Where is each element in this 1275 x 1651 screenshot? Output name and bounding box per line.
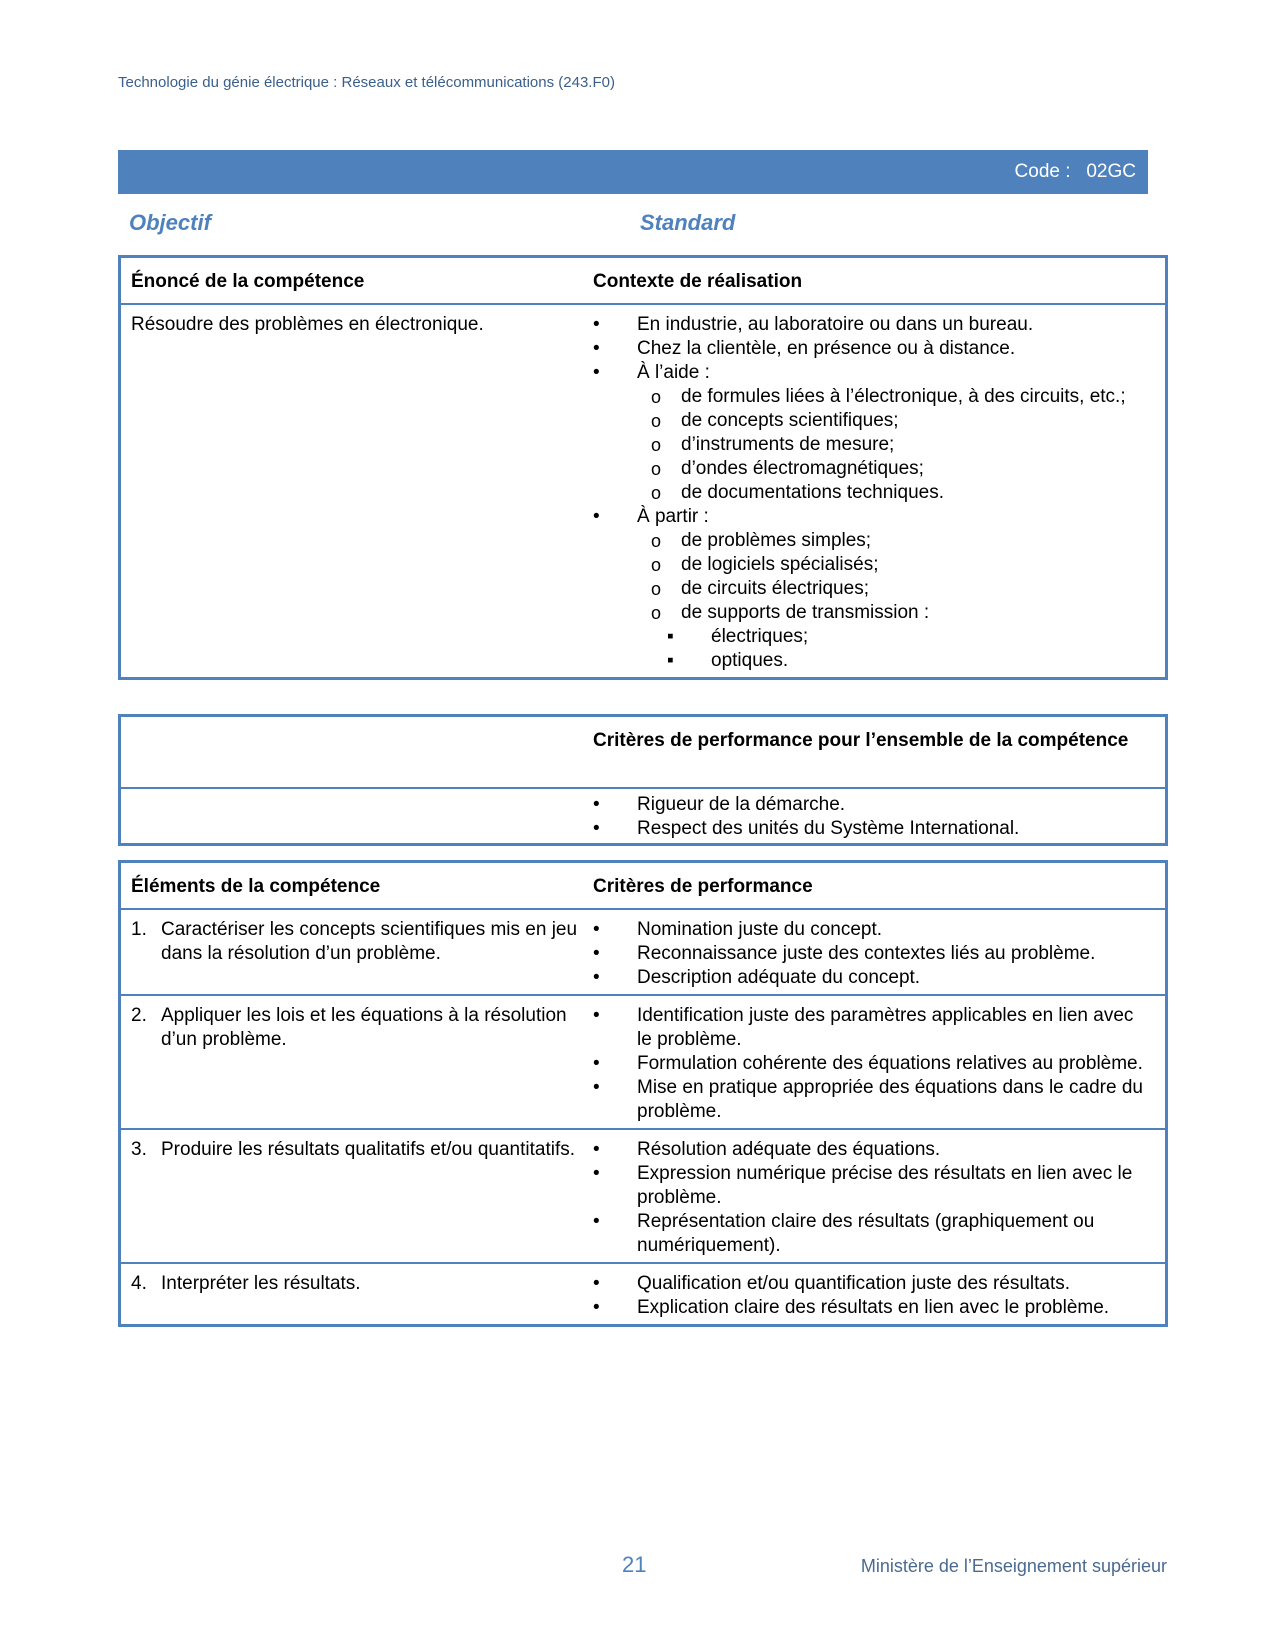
- element-text: Caractériser les concepts scientifiques mis en jeu dans la résolution d’un problème.: [161, 919, 578, 964]
- partir-item: o de logiciels spécialisés;: [651, 553, 1151, 577]
- partir-item: o de problèmes simples;: [651, 529, 1151, 553]
- global-criteria-item: • Respect des unités du Système International.: [593, 817, 1151, 841]
- criterion-item: • Explication claire des résultats en lien avec le problème.: [593, 1296, 1151, 1320]
- code-value: 02GC: [1086, 161, 1136, 182]
- element-text: Interpréter les résultats.: [161, 1273, 361, 1294]
- element-number: 3.: [131, 1139, 147, 1160]
- aide-item: o d’instruments de mesure;: [651, 433, 1151, 457]
- table3-header-row: [121, 863, 1165, 908]
- global-criteria-table: [118, 714, 1168, 846]
- table1-body-row: [121, 303, 1165, 677]
- element-text: Produire les résultats qualitatifs et/ou quantitatifs.: [161, 1139, 576, 1160]
- contexte-item: • À partir : o de problèmes simples; o de logiciels spécialisés; o de circuits électriques; o de supports de transmission : ▪ électriques; ▪ optiques.: [593, 505, 1151, 673]
- criterion-item: • Qualification et/ou quantification juste des résultats.: [593, 1272, 1151, 1296]
- table2-body-row: [121, 787, 1165, 843]
- criteria-header: Critères de performance: [593, 876, 813, 897]
- code-label: Code :: [1014, 161, 1071, 182]
- standard-label: Standard: [640, 210, 736, 235]
- competence-context-table: [118, 255, 1168, 680]
- aide-item: o de documentations techniques.: [651, 481, 1151, 505]
- global-criteria-header: Critères de performance pour l’ensemble de la compétence: [593, 730, 1129, 751]
- table2-header-row: [121, 717, 1165, 787]
- contexte-item: • Chez la clientèle, en présence ou à distance.: [593, 337, 1151, 361]
- partir-item: o de supports de transmission : ▪ électriques; ▪ optiques.: [651, 601, 1151, 673]
- support-item: ▪ électriques;: [667, 625, 1151, 649]
- enonce-text: Résoudre des problèmes en électronique.: [131, 314, 484, 335]
- criterion-item: • Nomination juste du concept.: [593, 918, 1151, 942]
- element-cell: [121, 1004, 593, 1124]
- support-item: ▪ optiques.: [667, 649, 1151, 673]
- enonce-header: Énoncé de la compétence: [131, 271, 365, 292]
- criterion-item: • Mise en pratique appropriée des équations dans le cadre du problème.: [593, 1076, 1151, 1124]
- element-row: [121, 908, 1165, 994]
- table1-header-row: [121, 258, 1165, 303]
- contexte-item: • À l’aide : o de formules liées à l’électronique, à des circuits, etc.; o de concepts scientifiques; o d’instruments de mesure; o d’ondes électromagnétiques; o de documentations techniques.: [593, 361, 1151, 505]
- contexte-header: Contexte de réalisation: [593, 271, 803, 292]
- objectif-label: Objectif: [129, 210, 211, 235]
- criterion-item: • Résolution adéquate des équations.: [593, 1138, 1151, 1162]
- criterion-item: • Représentation claire des résultats (graphiquement ou numériquement).: [593, 1210, 1151, 1258]
- element-cell: [121, 1138, 593, 1258]
- global-criteria-item: • Rigueur de la démarche.: [593, 793, 1151, 817]
- element-number: 1.: [131, 919, 147, 940]
- ministry-label: Ministère de l’Enseignement supérieur: [860, 1556, 1167, 1576]
- competency-code: [1015, 161, 1136, 183]
- contexte-list: [593, 313, 1165, 673]
- criterion-item: • Identification juste des paramètres applicables en lien avec le problème.: [593, 1004, 1151, 1052]
- criterion-item: • Formulation cohérente des équations relatives au problème.: [593, 1052, 1151, 1076]
- element-cell: [121, 1272, 593, 1320]
- aide-item: o d’ondes électromagnétiques;: [651, 457, 1151, 481]
- elements-header: Éléments de la compétence: [131, 876, 381, 897]
- program-title: Technologie du génie électrique : Réseaux et télécommunications (243.F0): [118, 74, 615, 91]
- criterion-item: • Reconnaissance juste des contextes liés au problème.: [593, 942, 1151, 966]
- element-row: [121, 994, 1165, 1128]
- code-bar: [118, 150, 1148, 194]
- element-number: 2.: [131, 1005, 147, 1026]
- element-cell: [121, 918, 593, 990]
- element-row: [121, 1128, 1165, 1262]
- page-number: 21: [622, 1552, 647, 1577]
- contexte-item: • En industrie, au laboratoire ou dans un bureau.: [593, 313, 1151, 337]
- criterion-item: • Expression numérique précise des résultats en lien avec le problème.: [593, 1162, 1151, 1210]
- partir-item: o de circuits électriques;: [651, 577, 1151, 601]
- element-text: Appliquer les lois et les équations à la résolution d’un problème.: [161, 1005, 567, 1050]
- criterion-item: • Description adéquate du concept.: [593, 966, 1151, 990]
- element-number: 4.: [131, 1273, 147, 1294]
- elements-criteria-table: [118, 860, 1168, 1327]
- element-row: [121, 1262, 1165, 1324]
- aide-item: o de concepts scientifiques;: [651, 409, 1151, 433]
- aide-item: o de formules liées à l’électronique, à des circuits, etc.;: [651, 385, 1151, 409]
